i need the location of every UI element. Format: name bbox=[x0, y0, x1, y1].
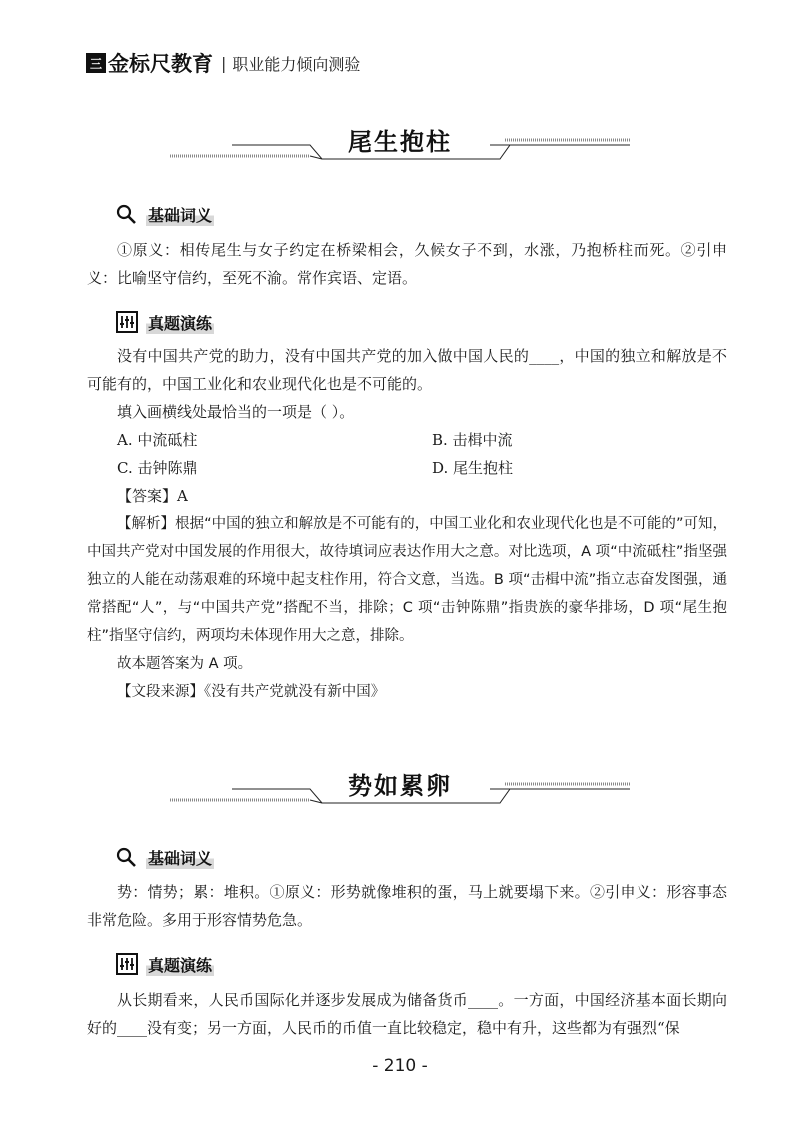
basics-heading-2 bbox=[116, 845, 214, 869]
section-title-2 bbox=[0, 762, 800, 822]
conclusion-text: 故本题答案为 A 项。 bbox=[117, 656, 253, 672]
source-text: 【文段来源】《没有共产党就没有新中国》 bbox=[117, 684, 386, 700]
idiom-title: 势如累卵 bbox=[348, 771, 452, 800]
search-icon bbox=[116, 203, 138, 225]
option-b: B. 击楫中流 bbox=[432, 431, 513, 449]
question-text: 从长期看来，人民币国际化并逐步发展成为储备货币____。一方面，中国经济基本面长期向好的____没有变；另一方面，人民币的币值一直比较稳定，稳中有升，这些都为有强烈“保 bbox=[87, 991, 727, 1037]
answer-text: 【答案】A bbox=[117, 487, 188, 505]
header-subtitle: 职业能力倾向测验 bbox=[232, 54, 361, 74]
practice-heading-2 bbox=[116, 952, 214, 976]
page-header bbox=[86, 50, 360, 76]
practice-heading-label: 真题演练 bbox=[146, 953, 214, 976]
page-number: - 210 - bbox=[372, 1056, 428, 1076]
option-d: D. 尾生抱柱 bbox=[432, 459, 514, 477]
section-title-1 bbox=[0, 118, 800, 178]
idiom-title: 尾生抱柱 bbox=[348, 127, 452, 156]
brand-name: 金标尺教育 bbox=[108, 52, 213, 76]
question-prompt: 填入画横线处最恰当的一项是（ ）。 bbox=[117, 403, 355, 421]
analysis-text: 【解析】根据“中国的独立和解放是不可能有的，中国工业化和农业现代化也是不可能的”可知，中国共产党对中国发展的作用很大，故待填词应表达作用大之意。对比选项，A 项“中流砥柱”指坚强独立的人能在动荡艰难的环境中起支柱作用，符合文意，当选。B 项“击楫中流”指立志奋发图强，通常搭配“人”，与“中国共产党”搭配不当，排除；C 项“击钟陈鼎”指贵族的豪华排场，D 项“尾生抱柱”指坚守信约，两项均未体现作用大之意，排除。 bbox=[87, 516, 727, 644]
option-a: A. 中流砥柱 bbox=[117, 431, 198, 449]
basics-heading-label: 基础词义 bbox=[146, 846, 214, 869]
equalizer-icon bbox=[116, 953, 138, 975]
search-icon bbox=[116, 846, 138, 868]
option-c: C. 击钟陈鼎 bbox=[117, 459, 198, 477]
definition-text: 势：情势；累：堆积。①原义：形势就像堆积的蛋，马上就要塌下来。②引申义：形容事态非常危险。多用于形容情势危急。 bbox=[87, 883, 727, 929]
practice-heading-label: 真题演练 bbox=[146, 311, 214, 334]
basics-heading-1 bbox=[116, 202, 214, 226]
practice-heading-1 bbox=[116, 310, 214, 334]
header-separator: | bbox=[221, 53, 227, 73]
question-text: 没有中国共产党的助力，没有中国共产党的加入做中国人民的____，中国的独立和解放是不可能有的，中国工业化和农业现代化也是不可能的。 bbox=[87, 347, 727, 393]
basics-heading-label: 基础词义 bbox=[146, 203, 214, 226]
brand-logo-icon: 三 bbox=[86, 53, 106, 73]
equalizer-icon bbox=[116, 311, 138, 333]
definition-text: ①原义：相传尾生与女子约定在桥梁相会，久候女子不到，水涨，乃抱桥柱而死。②引申义：比喻坚守信约，至死不渝。常作宾语、定语。 bbox=[87, 241, 727, 287]
